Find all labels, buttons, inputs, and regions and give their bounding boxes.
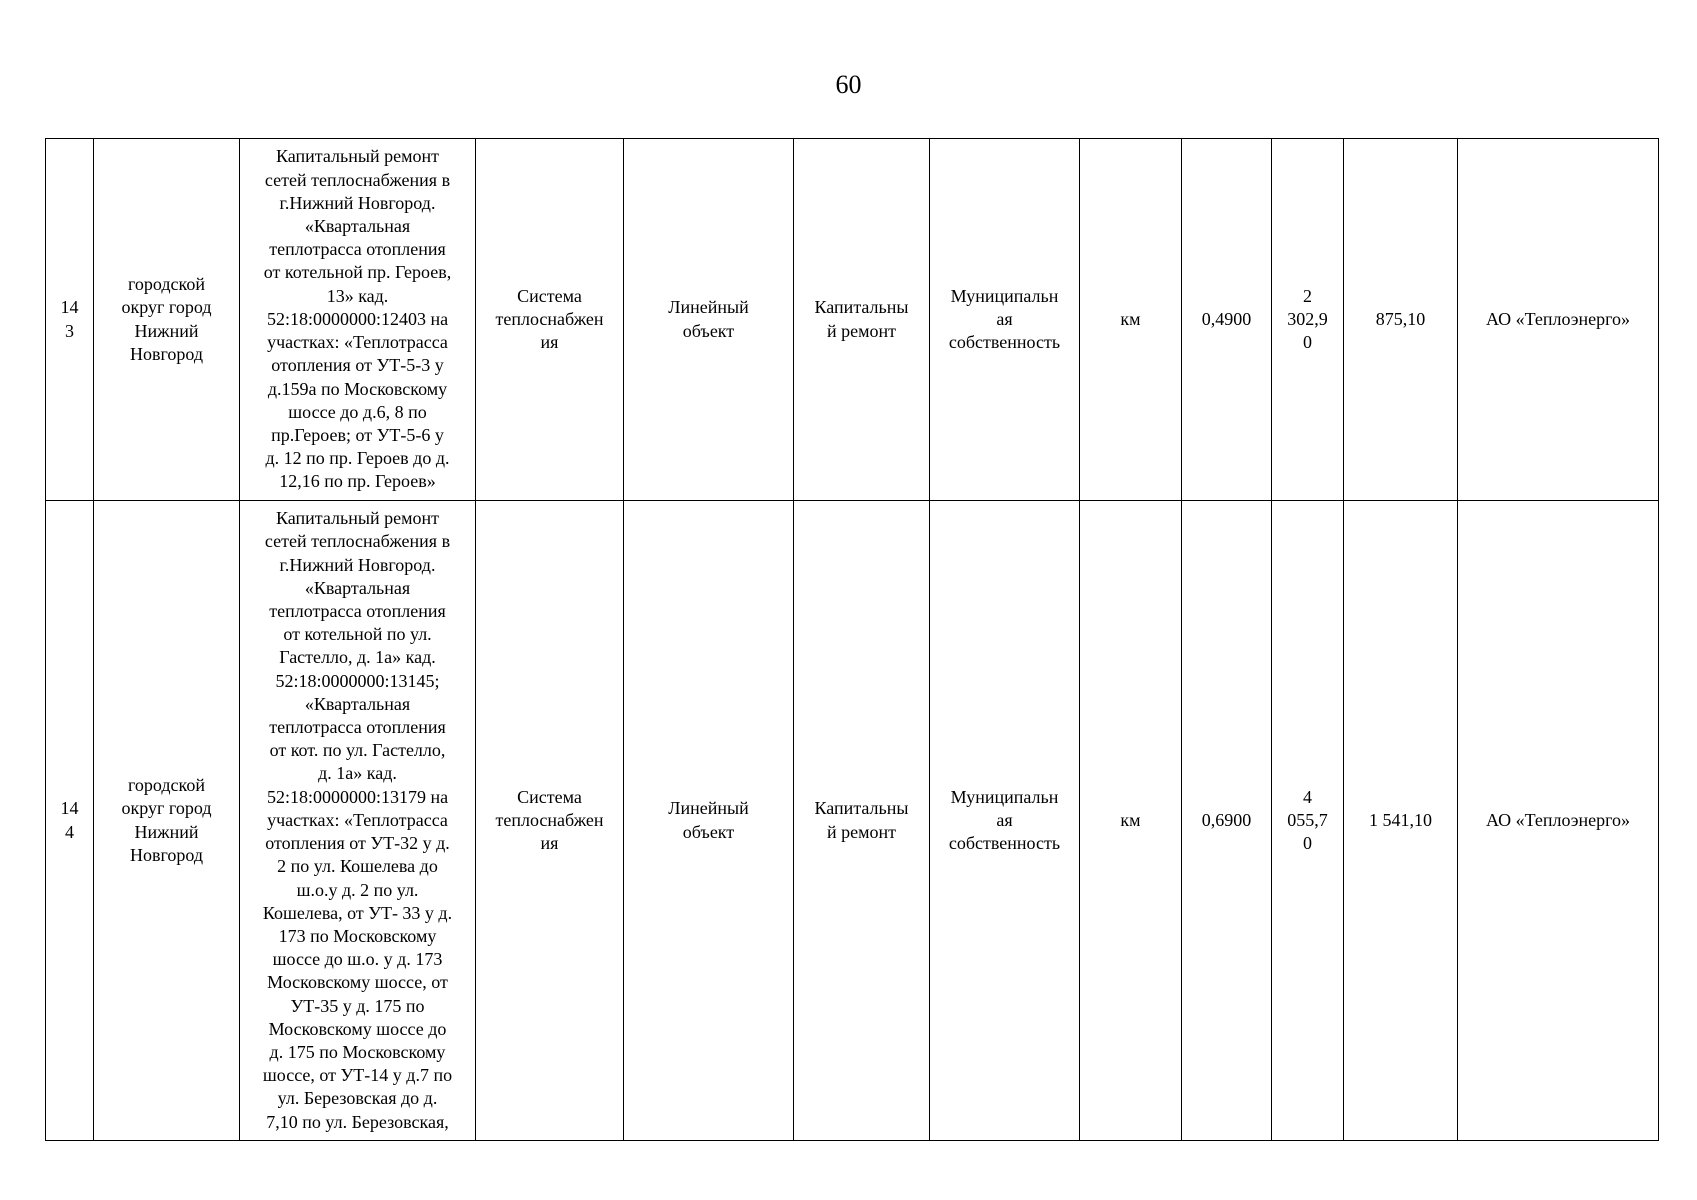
cell-number bbox=[46, 139, 94, 501]
cell-text-line: Капитальный ремонт bbox=[276, 508, 439, 529]
table-row bbox=[46, 501, 1659, 1141]
cell-text-line: 52:18:0000000:13145; bbox=[275, 670, 440, 691]
cell-text-line: Муниципальн bbox=[950, 285, 1059, 306]
cell-text-line: й ремонт bbox=[826, 821, 896, 842]
cell-text-line: Капитальны bbox=[814, 798, 909, 819]
cell-text-line: округ город bbox=[121, 297, 212, 318]
cell-organization bbox=[1458, 139, 1659, 501]
cell-text-line: округ город bbox=[121, 798, 212, 819]
cell-text-line: 0,4900 bbox=[1201, 308, 1252, 329]
cell-text-line: Новгород bbox=[129, 844, 204, 865]
cell-text-line: «Квартальная bbox=[304, 216, 411, 237]
cell-text-line: ая bbox=[996, 809, 1013, 830]
cell-text-line: отопления от УТ-32 у д. bbox=[265, 833, 450, 854]
cell-text-line: АО «Теплоэнерго» bbox=[1485, 809, 1631, 830]
cell-description bbox=[240, 501, 476, 1141]
cell-text-line: «Квартальная bbox=[304, 693, 411, 714]
cell-text-line: 14 bbox=[60, 297, 79, 318]
cell-text-line: д.159а по Московскому bbox=[267, 378, 448, 399]
cell-value-1 bbox=[1272, 501, 1344, 1141]
page-number: 60 bbox=[835, 70, 862, 99]
cell-text-line: 302,9 bbox=[1287, 308, 1328, 329]
cell-text-line: ия bbox=[540, 833, 559, 854]
cell-text-line: городской bbox=[127, 274, 206, 295]
cell-text-line: шоссе, от УТ-14 у д.7 по bbox=[262, 1065, 453, 1086]
cell-text-line: Система bbox=[517, 786, 582, 807]
cell-system bbox=[476, 501, 624, 1141]
cell-text-line: Система bbox=[517, 285, 582, 306]
cell-text-line: УТ-35 у д. 175 по bbox=[290, 995, 425, 1016]
cell-text-line: км bbox=[1120, 308, 1141, 329]
cell-text-line: 12,16 по пр. Героев» bbox=[279, 471, 436, 492]
cell-text-line: собственность bbox=[948, 833, 1061, 854]
cell-text-line: Московскому шоссе до bbox=[268, 1018, 447, 1039]
cell-text-line: от котельной пр. Героев, bbox=[263, 262, 452, 283]
cell-text-line: участках: «Теплотрасса bbox=[267, 809, 448, 830]
cell-text-line: 52:18:0000000:12403 на bbox=[266, 308, 449, 329]
cell-text-line: д. 1а» кад. bbox=[318, 763, 397, 784]
cell-unit bbox=[1080, 139, 1182, 501]
cell-quantity bbox=[1182, 139, 1272, 501]
data-table bbox=[45, 138, 1659, 1141]
cell-text-line: пр.Героев; от УТ-5-6 у bbox=[271, 424, 444, 445]
cell-text-line: теплотрасса отопления bbox=[269, 239, 446, 260]
cell-text-line: Капитальны bbox=[814, 297, 909, 318]
cell-text-line: 3 bbox=[65, 320, 74, 341]
cell-text-line: ая bbox=[996, 308, 1013, 329]
cell-work-type bbox=[794, 139, 930, 501]
cell-text-line: 4 bbox=[1303, 786, 1312, 807]
cell-text-line: ш.о.у д. 2 по ул. bbox=[296, 879, 419, 900]
cell-text-line: 4 bbox=[65, 821, 74, 842]
cell-text-line: «Квартальная bbox=[304, 577, 411, 598]
cell-text-line: от кот. по ул. Гастелло, bbox=[269, 740, 446, 761]
cell-description bbox=[240, 139, 476, 501]
cell-text-line: 0 bbox=[1303, 332, 1312, 353]
cell-text-line: Гастелло, д. 1а» кад. bbox=[279, 647, 436, 668]
cell-text-line: км bbox=[1120, 809, 1141, 830]
cell-text-line: теплоснабжен bbox=[495, 308, 604, 329]
cell-text-line: 055,7 bbox=[1287, 809, 1328, 830]
cell-system bbox=[476, 139, 624, 501]
cell-text-line: Линейный bbox=[668, 798, 749, 819]
cell-text-line: Капитальный ремонт bbox=[276, 146, 439, 167]
cell-text-line: г.Нижний Новгород. bbox=[279, 554, 436, 575]
cell-text-line: 173 по Московскому bbox=[278, 925, 437, 946]
cell-territory bbox=[94, 139, 240, 501]
cell-value-2 bbox=[1344, 501, 1458, 1141]
cell-text-line: АО «Теплоэнерго» bbox=[1485, 308, 1631, 329]
cell-text-line: теплотрасса отопления bbox=[269, 601, 446, 622]
cell-text-line: сетей теплоснабжения в bbox=[264, 169, 451, 190]
cell-text-line: д. 12 по пр. Героев до д. bbox=[265, 448, 450, 469]
cell-text-line: от котельной по ул. bbox=[283, 624, 432, 645]
table-body bbox=[46, 139, 1659, 1141]
cell-text-line: сетей теплоснабжения в bbox=[264, 531, 451, 552]
cell-text-line: 875,10 bbox=[1375, 308, 1426, 329]
cell-object-type bbox=[624, 501, 794, 1141]
cell-ownership bbox=[930, 139, 1080, 501]
cell-text-line: 7,10 по ул. Березовская, bbox=[266, 1111, 449, 1132]
cell-text-line: 13» кад. bbox=[326, 285, 389, 306]
cell-text-line: шоссе до ш.о. у д. 173 bbox=[272, 949, 443, 970]
cell-value-2 bbox=[1344, 139, 1458, 501]
cell-organization bbox=[1458, 501, 1659, 1141]
cell-text-line: 2 по ул. Кошелева до bbox=[277, 856, 438, 877]
cell-text-line: объект bbox=[682, 320, 735, 341]
cell-quantity bbox=[1182, 501, 1272, 1141]
cell-text-line: ия bbox=[540, 332, 559, 353]
cell-ownership bbox=[930, 501, 1080, 1141]
cell-number bbox=[46, 501, 94, 1141]
cell-text-line: Муниципальн bbox=[950, 786, 1059, 807]
cell-text-line: Московскому шоссе, от bbox=[267, 972, 448, 993]
cell-text-line: Нижний bbox=[134, 320, 199, 341]
cell-territory bbox=[94, 501, 240, 1141]
cell-unit bbox=[1080, 501, 1182, 1141]
cell-text-line: 0,6900 bbox=[1201, 809, 1252, 830]
cell-text-line: теплоснабжен bbox=[495, 809, 604, 830]
cell-text-line: 1 541,10 bbox=[1369, 809, 1432, 830]
table-row bbox=[46, 139, 1659, 501]
cell-text-line: Нижний bbox=[134, 821, 199, 842]
cell-text-line: теплотрасса отопления bbox=[269, 717, 446, 738]
cell-work-type bbox=[794, 501, 930, 1141]
cell-object-type bbox=[624, 139, 794, 501]
cell-text-line: 14 bbox=[60, 798, 79, 819]
cell-text-line: 0 bbox=[1303, 833, 1312, 854]
cell-text-line: шоссе до д.6, 8 по bbox=[288, 401, 427, 422]
cell-text-line: й ремонт bbox=[826, 320, 896, 341]
cell-text-line: объект bbox=[682, 821, 735, 842]
cell-text-line: Кошелева, от УТ- 33 у д. bbox=[262, 902, 453, 923]
cell-text-line: ул. Березовская до д. bbox=[277, 1088, 438, 1109]
cell-text-line: участках: «Теплотрасса bbox=[267, 332, 448, 353]
cell-text-line: Линейный bbox=[668, 297, 749, 318]
cell-text-line: собственность bbox=[948, 332, 1061, 353]
cell-text-line: 52:18:0000000:13179 на bbox=[266, 786, 449, 807]
cell-text-line: отопления от УТ-5-3 у bbox=[271, 355, 444, 376]
cell-value-1 bbox=[1272, 139, 1344, 501]
cell-text-line: г.Нижний Новгород. bbox=[279, 192, 436, 213]
cell-text-line: городской bbox=[127, 775, 206, 796]
cell-text-line: Новгород bbox=[129, 343, 204, 364]
cell-text-line: д. 175 по Московскому bbox=[269, 1041, 446, 1062]
cell-text-line: 2 bbox=[1303, 285, 1312, 306]
